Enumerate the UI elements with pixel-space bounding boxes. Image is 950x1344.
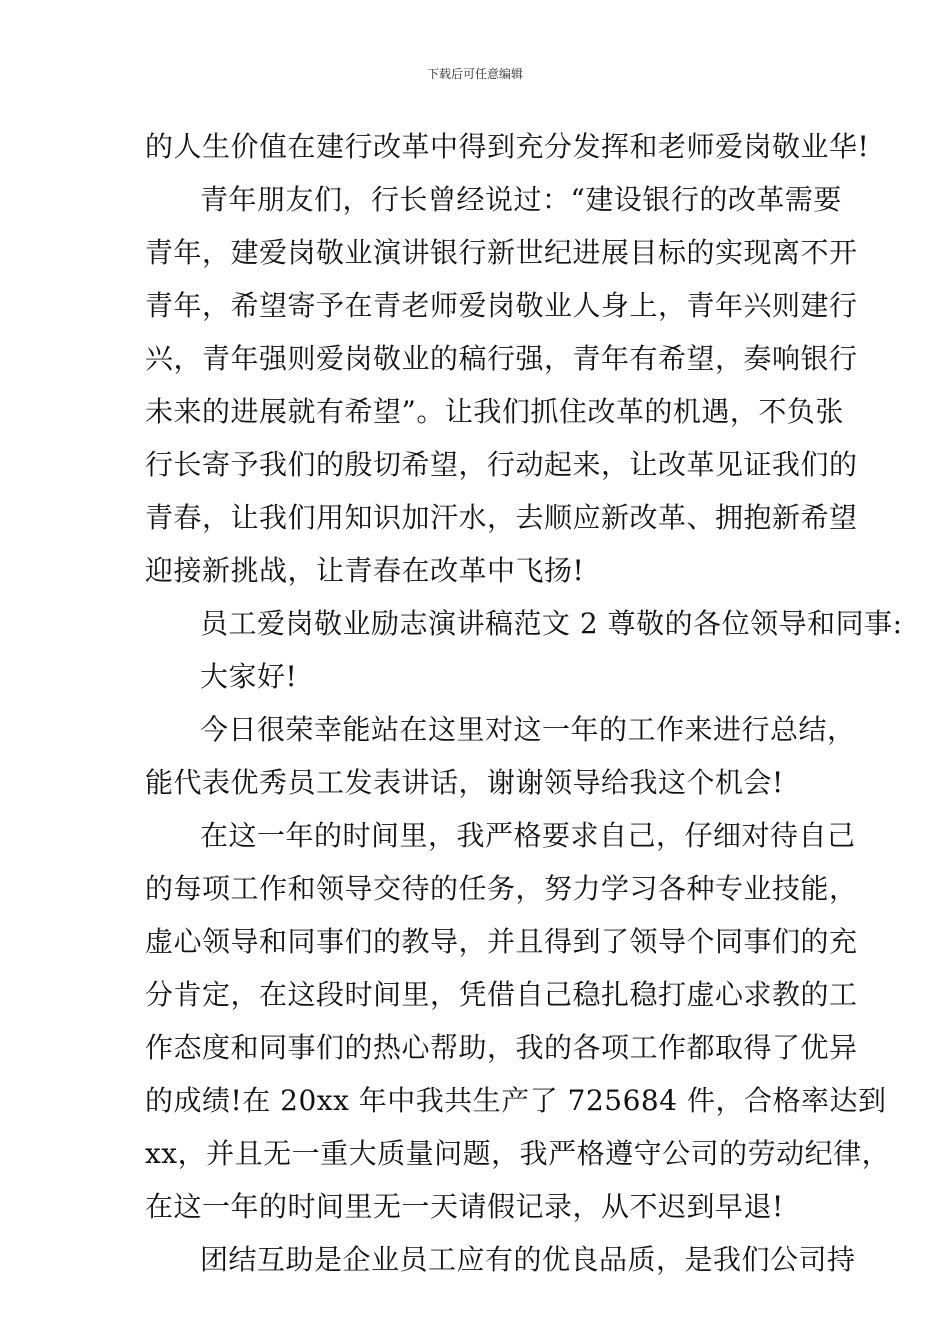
- text-line: 兴，青年强则爱岗敬业的稿行强，青年有希望，奏响银行: [145, 342, 858, 375]
- paragraph-first-line: 在这一年的时间里，我严格要求自己，仔细对待自己: [200, 819, 856, 852]
- text-line: xx，并且无一重大质量问题，我严格遵守公司的劳动纪律，: [145, 1137, 891, 1170]
- text-line: 未来的进展就有希望”。让我们抓住改革的机遇，不负张: [145, 395, 844, 428]
- page-header-note: 下载后可任意编辑: [426, 67, 523, 81]
- text-line: 的成绩!在 20xx 年中我共生产了 725684 件，合格率达到: [145, 1084, 887, 1117]
- paragraph-first-line: 今日很荣幸能站在这里对这一年的工作来进行总结，: [200, 713, 856, 746]
- text-line: 青年，希望寄予在青老师爱岗敬业人身上，青年兴则建行: [145, 289, 858, 322]
- text-line: 作态度和同事们的热心帮助，我的各项工作都取得了优异: [145, 1031, 858, 1064]
- text-line: 的人生价值在建行改革中得到充分发挥和老师爱岗敬业华!: [145, 130, 870, 163]
- text-line: 的每项工作和领导交待的任务，努力学习各种专业技能，: [145, 872, 858, 905]
- text-line: 能代表优秀员工发表讲话，谢谢领导给我这个机会!: [145, 766, 784, 799]
- text-line: 分肯定，在这段时间里，凭借自己稳扎稳打虚心求教的工: [145, 978, 858, 1011]
- text-line: 青春，让我们用知识加汗水，去顺应新改革、拥抱新希望: [145, 501, 858, 534]
- paragraph-first-line: 青年朋友们，行长曾经说过：“建设银行的改革需要: [200, 183, 842, 216]
- greeting-line: 大家好!: [200, 660, 298, 693]
- text-line: 迎接新挑战，让青春在改革中飞扬!: [145, 554, 585, 587]
- paragraph-first-line: 团结互助是企业员工应有的优良品质，是我们公司持: [200, 1243, 856, 1276]
- text-line: 青年，建爱岗敬业演讲银行新世纪进展目标的实现离不开: [145, 236, 858, 269]
- text-line: 虚心领导和同事们的教导，并且得到了领导个同事们的充: [145, 925, 858, 958]
- text-line: 在这一年的时间里无一天请假记录，从不迟到早退!: [145, 1190, 784, 1223]
- section-title-line: 员工爱岗敬业励志演讲稿范文 2 尊敬的各位领导和同事:: [200, 607, 903, 640]
- text-line: 行长寄予我们的殷切希望，行动起来，让改革见证我们的: [145, 448, 858, 481]
